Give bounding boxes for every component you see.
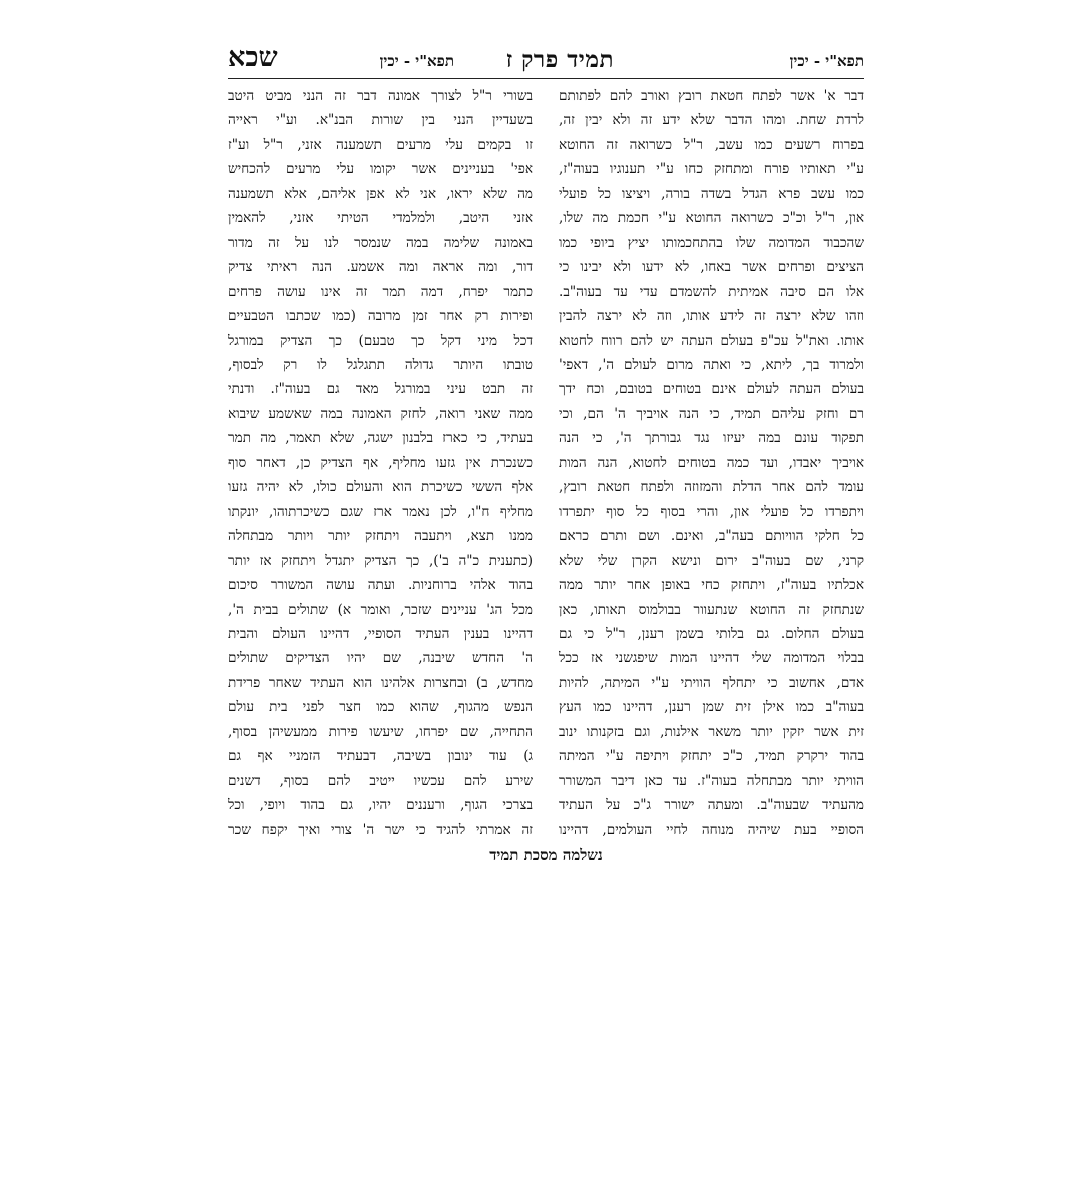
text-line: און, ר"ל וכ"כ כשרואה החוטא ע"י חכמת מה שלו, <box>559 210 864 227</box>
text-line: אכלתיו בעוה"ז, ויתחזק כחי באופן אחר יותר ממה <box>559 577 864 594</box>
text-line: מה שלא יראו, אני לא אפן אליהם, אלא תשמענה <box>228 185 533 202</box>
text-line: זה תבט עיני במורגל מאד גם בעוה"ז. ודנתי <box>228 381 533 398</box>
running-header-left: תפא"י - יכין <box>379 52 454 70</box>
text-line: מחדש, ב) ובחצרות אלהינו הוא העתיד שאחר פרידת <box>228 674 533 691</box>
text-line: בעוה"ב כמו אילן זית שמן רענן, דהיינו כמו העץ <box>559 699 864 716</box>
text-line: בפרוח רשעים כמו עשב, ר"ל כשרואה זה החוטא <box>559 136 864 153</box>
text-line: ע"י תאותיו פורח ומתחזק כחו ע"י תענוגיו בעוה"ז, <box>559 161 864 178</box>
text-line: אפי' בעניינים אשר יקומו עלי מרעים להכחיש <box>228 161 533 178</box>
text-line: תפקוד עונם במה יעיזו נגד גבורתך ה', כי הנה <box>559 430 864 447</box>
text-line: הציצים ופרחים אשר באחו, לא ידעו ולא יבינו כי <box>559 259 864 276</box>
page-number: שכא <box>228 42 278 73</box>
text-line: כתמר יפרח, דמה תמר זה אינו עושה פרחים <box>228 283 533 300</box>
text-line: בשורי ר"ל לצורך אמונה דבר זה הנני מביט היטב <box>228 88 533 104</box>
text-line: בבלוי המדומה שלי דהיינו המות שיפגשני אז ככל <box>559 650 864 667</box>
text-line: רם וחזק עליהם תמיד, כי הנה אויביך ה' הם, וכי <box>559 405 864 422</box>
text-line: ולמרוד בך, ליתא, כי ואתה מרום לעולם ה', דאפי' <box>559 356 864 373</box>
text-line: אלף הששי כשיכרת הוא והעולם כולו, לא יהיה גזעו <box>228 479 533 496</box>
text-line: זית אשר יזקין יותר משאר אילנות, וגם בזקנותו ינוב <box>559 723 864 740</box>
text-line: כמו עשב פרא הגדל בשדה בורה, ויציצו כל פועלי <box>559 185 864 202</box>
text-line: אותו. ואת"ל עכ"פ בעולם העתה יש להם רווח לחטוא <box>559 332 864 349</box>
text-line: בעתיד, כי כארז בלבנון ישגה, שלא תאמר, מה תמר <box>228 430 533 447</box>
text-line: עומד להם אחר הדלת והמזוזה ולפתח חטאת רובץ, <box>559 479 864 496</box>
text-line: לרדת שחת. ומהו הדבר שלא ידע זה ולא יבין זה, <box>559 112 864 129</box>
text-line: אויביך יאבדו, ועד כמה בטוחים לחטוא, הנה המות <box>559 454 864 471</box>
text-line: שהכבוד המדומה שלו בהתחכמותו יציץ ביופי כמו <box>559 234 864 251</box>
text-line: כשנכרת אין גזעו מחליף, אף הצדיק כן, דאחר סוף <box>228 454 533 471</box>
text-line: טובתו היותר גדולה תתגלגל לו רק לבסוף, <box>228 356 533 373</box>
text-line: קרני, שם בעוה"ב ירום ונישא הקרן שלי שלא <box>559 552 864 569</box>
text-line: בשעדיין הנני בין שורות הבנ"א. וע"י ראייה <box>228 112 533 129</box>
column-right <box>559 84 864 840</box>
text-line: זו בקמים עלי מרעים תשמענה אזני, ר"ל וע"ז <box>228 136 533 153</box>
text-line: ג) עוד ינובון בשיבה, דבעתיד הזמניי אף גם <box>228 748 533 765</box>
text-line: ויתפרדו כל פועלי און, והרי בסוף כל סוף יתפרדו <box>559 503 864 520</box>
text-line: אדם, אחשוב כי יתחלף הוויתי ע"י המיתה, להיות <box>559 674 864 691</box>
text-line: התחייה, שם יפרחו, שיעשו פירות ממעשיהן בסוף, <box>228 723 533 740</box>
text-line: דכל מיני דקל כך טבעם) כך הצדיק במורגל <box>228 332 533 349</box>
text-line: הנפש מהגוף, שהוא כמו חצר לפני בית עולם <box>228 699 533 716</box>
text-line: בעולם העתה לעולם אינם בטוחים בטובם, וכח ידך <box>559 381 864 398</box>
text-line: בהוד ירקרק תמיד, כ"כ יתחזק ויתיפה ע"י המיתה <box>559 748 864 765</box>
page-header <box>228 42 864 76</box>
text-line: ממנו תצא, ויתעבה ויתחזק יותר ויותר מבתחלה <box>228 528 533 545</box>
chapter-title: תמיד פרק ז <box>505 46 614 73</box>
text-columns <box>228 84 864 840</box>
text-line: דבר א' אשר לפתח חטאת רובץ ואורב להם לפתותם <box>559 88 864 104</box>
text-line: אזני היטב, ולמלמדי הטיתי אזני, להאמין <box>228 210 533 227</box>
text-line: ופירות רק אחר זמן מרובה (כמו שכתבו הטבעיים <box>228 308 533 325</box>
text-line: דהיינו בענין העתיד הסופיי, דהיינו העולם והבית <box>228 625 533 642</box>
running-header-right: תפא"י - יכין <box>789 52 864 70</box>
text-line: באמונה שלימה במה שנמסר לנו על זה מדור <box>228 234 533 251</box>
text-line: ממה שאני רואה, לחזק האמונה במה שאשמע שיבוא <box>228 405 533 422</box>
text-line: הוויתי יותר מבתחלה בעוה"ז. עד כאן דיבר המשורר <box>559 772 864 789</box>
header-rule <box>228 78 864 79</box>
text-line: וזהו שלא ירצה זה לידע אותו, וזה לא ירצה להבין <box>559 308 864 325</box>
text-line: (כתענית כ"ה ב'), כך הצדיק יתגדל ויתחזק אז יותר <box>228 552 533 569</box>
column-left <box>228 84 533 840</box>
text-line: בהוד אלהי ברוחניות. ועתה עושה המשורר סיכום <box>228 577 533 594</box>
text-line: בצרכי הגוף, ורעננים יהיו, גם בהוד ויופי, וכל <box>228 797 533 814</box>
text-line: מהעתיד שבעוה"ב. ומעתה ישורר ג"כ על העתיד <box>559 797 864 814</box>
tractate-completion-title: נשלמה מסכת תמיד <box>489 846 603 864</box>
text-line: כל חלקי הוויותם בעה"ב, ואינם. ושם ותרם כראם <box>559 528 864 545</box>
text-line: אלו הם סיבה אמיתית להשמדם עדי עד בעוה"ב. <box>559 283 864 300</box>
text-line: הסופיי בעת שיהיה מנוחה לחיי העולמים, דהיינו <box>559 821 864 838</box>
text-line: מכל הג' עניינים שזכר, ואומר א) שתולים בבית ה', <box>228 601 533 618</box>
text-line: ה' החדש שיבנה, שם יהיו הצדיקים שתולים <box>228 650 533 667</box>
text-line: שנתחזק זה החוטא שנתעוור בבולמוס תאותו, כאן <box>559 601 864 618</box>
text-line: דור, ומה אראה ומה אשמע. הנה ראיתי צדיק <box>228 259 533 276</box>
text-line: שירע להם עכשיו ייטיב להם בסוף, דשנים <box>228 772 533 789</box>
text-line: זה אמרתי להגיד כי ישר ה' צורי ואיך יקפח שכר <box>228 821 533 838</box>
text-line: מחליף ח"ו, לכן נאמר ארז שגם כשיכרתוהו, יונקתו <box>228 503 533 520</box>
text-line: בעולם החלום. גם בלותי בשמן רענן, ר"ל כי גם <box>559 625 864 642</box>
